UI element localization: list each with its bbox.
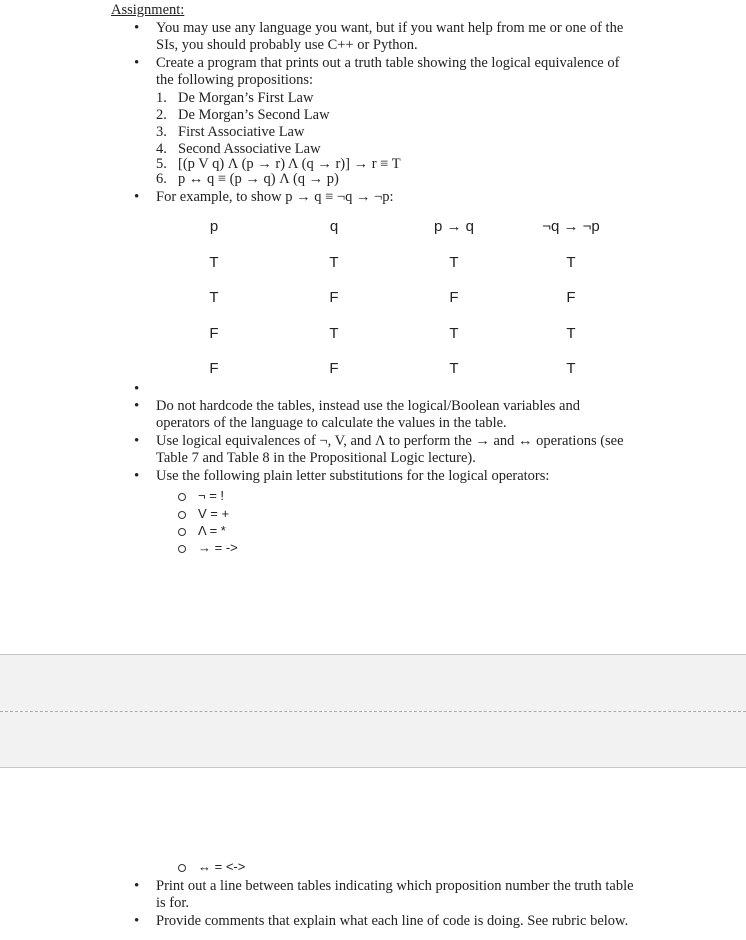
sub-bullet-circle [178, 511, 186, 519]
substitution-iff: ↔ = <-> [198, 859, 246, 874]
bullet-2-line-1: Create a program that prints out a truth table showing the logical equivalence of [156, 55, 620, 71]
sub-bullet-circle [178, 528, 186, 536]
proposition-number: 4. [156, 141, 167, 157]
bullet-dot: • [134, 55, 140, 71]
table-cell: T [329, 325, 339, 342]
table-cell: F [209, 360, 219, 377]
proposition-number: 2. [156, 107, 167, 123]
proposition-text: De Morgan’s First Law [178, 90, 314, 106]
bullet-3-text: For example, to show p → q ≡ ¬q → ¬p: [156, 189, 394, 205]
table-cell: F [566, 289, 576, 306]
table-cell: T [209, 254, 219, 271]
proposition-text: p ↔ q ≡ (p → q) Λ (q → p) [178, 171, 339, 187]
page-gap-band [0, 655, 746, 711]
bullet-4-line-2: operators of the language to calculate the values in the table. [156, 415, 507, 431]
assignment-heading: Assignment: [111, 2, 185, 18]
proposition-number: 5. [156, 156, 167, 172]
bullet-1-line-2: SIs, you should probably use C++ or Python. [156, 37, 418, 53]
bullet-7-line-1: Print out a line between tables indicating which proposition number the truth table [156, 878, 634, 894]
sub-bullet-circle [178, 493, 186, 501]
table-cell: T [449, 360, 459, 377]
table-cell: T [329, 254, 339, 271]
bullet-dot: • [134, 20, 140, 36]
table-cell: T [209, 289, 219, 306]
table-cell: T [566, 254, 576, 271]
table-cell: F [209, 325, 219, 342]
table-header: p [209, 218, 219, 235]
bullet-dot: • [134, 878, 140, 894]
proposition-text: [(p V q) Λ (p → r) Λ (q → r)] → r ≡ T [178, 156, 401, 172]
table-cell: T [566, 325, 576, 342]
bullet-5-line-1: Use logical equivalences of ¬, V, and Λ to perform the → and ↔ operations (see [156, 433, 624, 449]
bullet-2-line-2: the following propositions: [156, 72, 314, 88]
bullet-dot: • [134, 189, 140, 205]
table-cell: F [329, 360, 339, 377]
proposition-text: De Morgan’s Second Law [178, 107, 330, 123]
table-cell: F [449, 289, 459, 306]
bullet-7-line-2: is for. [156, 895, 190, 911]
bullet-dot: • [134, 468, 140, 484]
proposition-text: Second Associative Law [178, 141, 321, 157]
bullet-dot: • [134, 433, 140, 449]
table-cell: T [449, 254, 459, 271]
bullet-dot: • [134, 913, 140, 929]
substitution-and: Λ = * [198, 523, 226, 538]
sub-bullet-circle [178, 545, 186, 553]
table-cell: F [329, 289, 339, 306]
substitution-implies: → = -> [198, 540, 238, 555]
proposition-number: 6. [156, 171, 167, 187]
bullet-5-line-2: Table 7 and Table 8 in the Propositional Logic lecture). [156, 450, 476, 466]
table-cell: T [566, 360, 576, 377]
bullet-dot: • [134, 381, 140, 397]
table-header: p → q [433, 218, 475, 235]
sub-bullet-circle [178, 864, 186, 872]
bullet-6-text: Use the following plain letter substitutions for the logical operators: [156, 468, 550, 484]
bullet-4-line-1: Do not hardcode the tables, instead use the logical/Boolean variables and [156, 398, 580, 414]
table-header: ¬q → ¬p [542, 218, 600, 235]
substitution-or: V = + [198, 506, 230, 521]
table-cell: T [449, 325, 459, 342]
page-gap-band [0, 712, 746, 767]
proposition-number: 1. [156, 90, 167, 106]
bullet-8-text: Provide comments that explain what each line of code is doing. See rubric below. [156, 913, 629, 929]
proposition-number: 3. [156, 124, 167, 140]
bullet-dot: • [134, 398, 140, 414]
page-edge-line [0, 767, 746, 768]
proposition-text: First Associative Law [178, 124, 305, 140]
table-header: q [329, 218, 339, 235]
substitution-not: ¬ = ! [198, 488, 225, 503]
bullet-1-line-1: You may use any language you want, but if you want help from me or one of the [156, 20, 624, 36]
